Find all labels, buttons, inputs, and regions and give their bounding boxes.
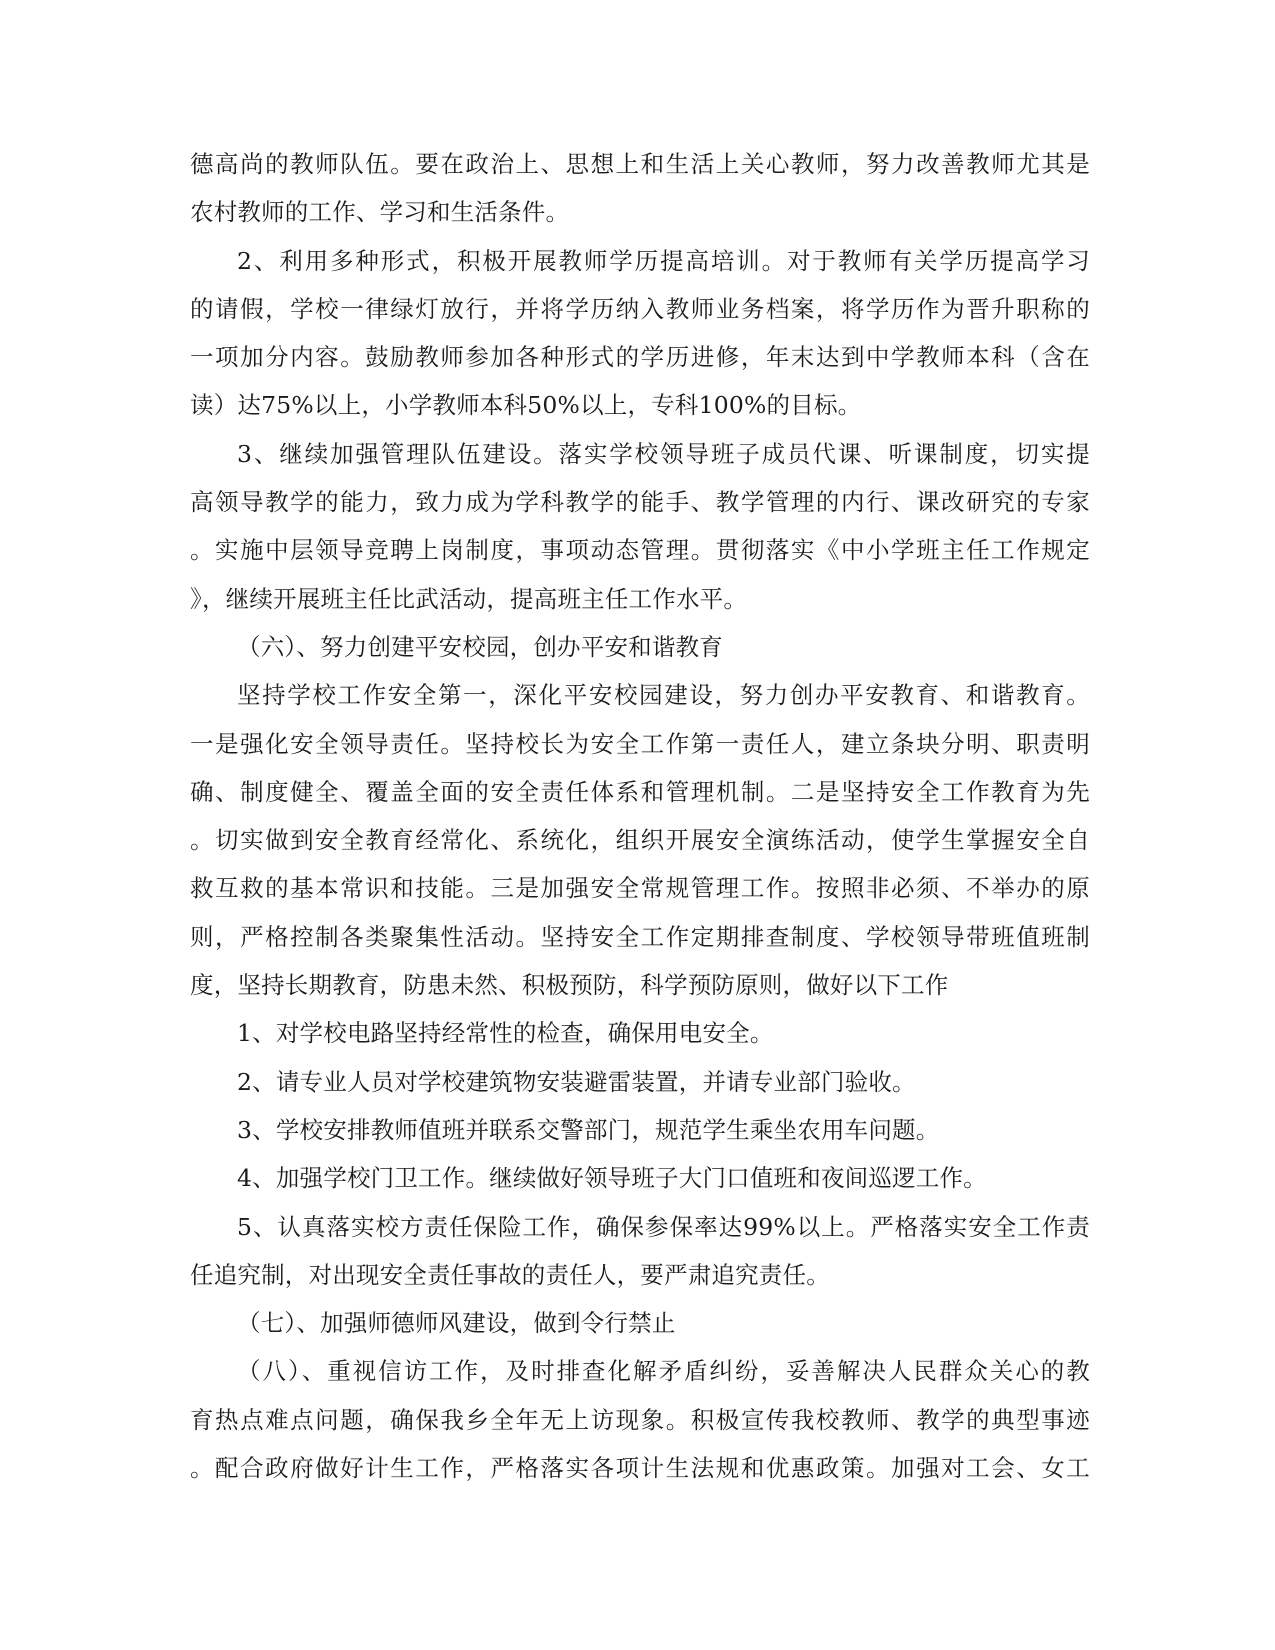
text-line: 任追究制，对出现安全责任事故的责任人，要严肃追究责任。: [190, 1260, 830, 1289]
text-line: 一项加分内容。鼓励教师参加各种形式的学历进修，年末达到中学教师本科（含在: [190, 343, 1090, 372]
text-line: 。切实做到安全教育经常化、系统化，组织开展安全演练活动，使学生掌握安全自: [190, 826, 1090, 855]
text-line: 的请假，学校一律绿灯放行，并将学历纳入教师业务档案，将学历作为晋升职称的: [190, 294, 1090, 323]
text-line: 读）达75%以上，小学教师本科50%以上，专科100%的目标。: [190, 391, 862, 420]
text-line: 确、制度健全、覆盖全面的安全责任体系和管理机制。二是坚持安全工作教育为先: [190, 777, 1090, 806]
text-line: 农村教师的工作、学习和生活条件。: [190, 198, 570, 227]
text-line: 育热点难点问题，确保我乡全年无上访现象。积极宣传我校教师、教学的典型事迹: [190, 1405, 1090, 1434]
text-line: 。实施中层领导竞聘上岗制度，事项动态管理。贯彻落实《中小学班主任工作规定: [190, 536, 1090, 565]
list-item: 1、对学校电路坚持经常性的检查，确保用电安全。: [237, 1019, 774, 1048]
list-item: 4、加强学校门卫工作。继续做好领导班子大门口值班和夜间巡逻工作。: [237, 1164, 987, 1193]
section-heading: （七）、加强师德师风建设，做到令行禁止: [237, 1309, 676, 1338]
text-line: 则，严格控制各类聚集性活动。坚持安全工作定期排查制度、学校领导带班值班制: [190, 922, 1090, 951]
list-item: 5、认真落实校方责任保险工作，确保参保率达99%以上。严格落实安全工作责: [237, 1212, 1090, 1241]
body-text: [190, 140, 1090, 1492]
text-line: 高领导教学的能力，致力成为学科教学的能手、教学管理的内行、课改研究的专家: [190, 488, 1090, 517]
section-heading: （六）、努力创建平安校园，创办平安和谐教育: [237, 632, 723, 661]
text-line: 。配合政府做好计生工作，严格落实各项计生法规和优惠政策。加强对工会、女工: [190, 1454, 1090, 1483]
paragraph-start: 3、继续加强管理队伍建设。落实学校领导班子成员代课、听课制度，切实提: [237, 439, 1090, 468]
text-line: 一是强化安全领导责任。坚持校长为安全工作第一责任人，建立条块分明、职责明: [190, 729, 1090, 758]
text-line: 度，坚持长期教育，防患未然、积极预防，科学预防原则，做好以下工作: [190, 971, 949, 1000]
list-item: 3、学校安排教师值班并联系交警部门，规范学生乘坐农用车问题。: [237, 1115, 940, 1144]
paragraph-start: 坚持学校工作安全第一，深化平安校园建设，努力创办平安教育、和谐教育。: [237, 681, 1090, 710]
text-line: 救互救的基本常识和技能。三是加强安全常规管理工作。按照非必须、不举办的原: [190, 874, 1090, 903]
paragraph-start: 2、利用多种形式，积极开展教师学历提高培训。对于教师有关学历提高学习: [237, 246, 1090, 275]
list-item: 2、请专业人员对学校建筑物安装避雷装置，并请专业部门验收。: [237, 1067, 916, 1096]
text-line: 》，继续开展班主任比武活动，提高班主任工作水平。: [190, 584, 748, 613]
section-heading: （八）、重视信访工作，及时排查化解矛盾纠纷，妥善解决人民群众关心的教: [237, 1357, 1090, 1386]
text-line: 德高尚的教师队伍。要在政治上、思想上和生活上关心教师，努力改善教师尤其是: [190, 150, 1090, 178]
